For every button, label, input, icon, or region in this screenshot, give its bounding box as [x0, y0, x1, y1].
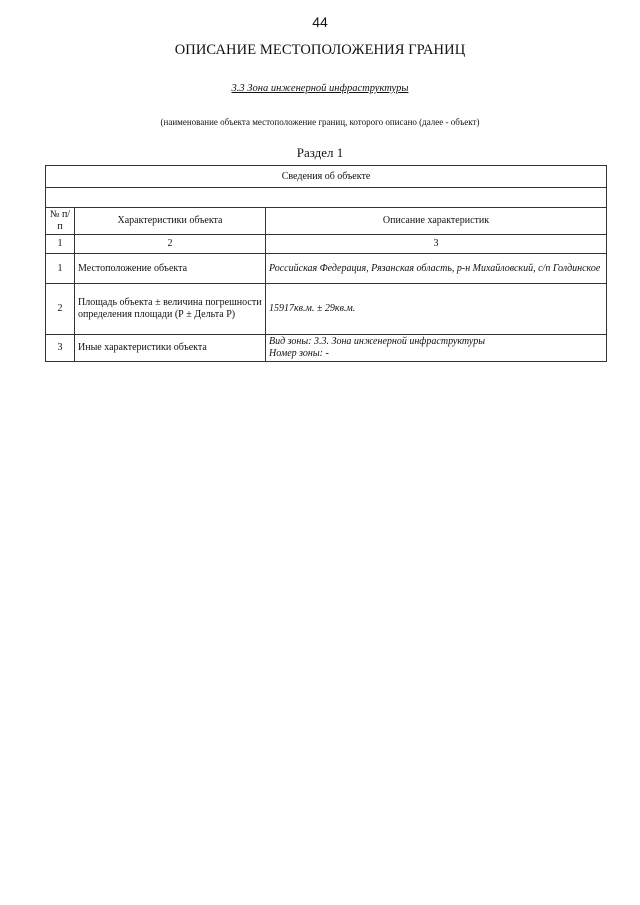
index-cell: 2 [75, 235, 266, 254]
row-characteristic: Площадь объекта ± величина погрешности определения площади (Р ± Дельта Р) [75, 284, 266, 335]
header-description: Описание характеристик [266, 208, 607, 235]
row-num: 1 [46, 254, 75, 284]
table-row [46, 335, 607, 362]
table-empty-row [46, 188, 607, 208]
object-caption: (наименование объекта местоположение границ, которого описано (далее - объект) [160, 117, 480, 127]
header-characteristic: Характеристики объекта [75, 208, 266, 235]
row-characteristic: Иные характеристики объекта [75, 335, 266, 362]
header-num: № п/п [46, 208, 75, 235]
table-header-row [46, 208, 607, 235]
index-cell: 3 [266, 235, 607, 254]
table-caption: Сведения об объекте [46, 166, 607, 188]
zone-number-text: Номер зоны: - [269, 348, 329, 359]
table-row [46, 254, 607, 284]
index-cell: 1 [46, 235, 75, 254]
object-name: 3.3 Зона инженерной инфраструктуры [231, 83, 409, 94]
row-characteristic: Местоположение объекта [75, 254, 266, 284]
row-num: 2 [46, 284, 75, 335]
row-num: 3 [46, 335, 75, 362]
row-description [266, 335, 607, 362]
table-row [46, 284, 607, 335]
section-title: Раздел 1 [296, 145, 344, 160]
table-index-row [46, 235, 607, 254]
document-title: ОПИСАНИЕ МЕСТОПОЛОЖЕНИЯ ГРАНИЦ [174, 42, 466, 58]
object-info-table [45, 165, 607, 362]
empty-cell [46, 188, 607, 208]
zone-type-text: Вид зоны: 3.3. Зона инженерной инфраструктуры [269, 336, 485, 347]
page-number: 44 [312, 14, 328, 30]
row-description: Российская Федерация, Рязанская область, р-н Михайловский, с/п Голдинское [266, 254, 607, 284]
row-description: 15917кв.м. ± 29кв.м. [266, 284, 607, 335]
table-caption-row [46, 166, 607, 188]
